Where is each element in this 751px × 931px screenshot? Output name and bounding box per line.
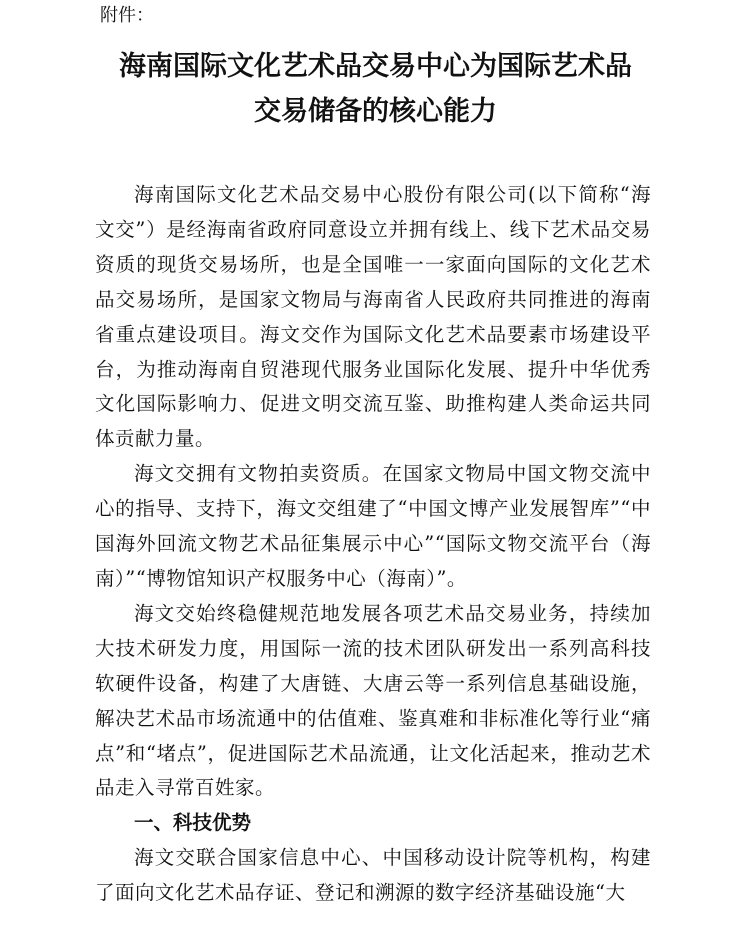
document-title-line-2: 交易储备的核心能力 — [254, 96, 497, 127]
paragraph-technology: 海文交联合国家信息中心、中国移动设计院等机构，构建了面向文化艺术品存证、登记和溯源的数字经济基础设施“大 — [95, 846, 651, 905]
paragraph-auction-qualification: 海文交拥有文物拍卖资质。在国家文物局中国文物交流中心的指导、支持下，海文交组建了“中国文博产业发展智库”“中国海外回流文物艺术品征集展示中心”“国际文物交流平台（海南）”“博物馆知识产权服务中心（海南）”。 — [95, 462, 651, 590]
document-title-line-1: 海南国际文化艺术品交易中心为国际艺术品 — [119, 51, 632, 82]
paragraph-intro: 海南国际文化艺术品交易中心股份有限公司(以下简称“海文交”）是经海南省政府同意设立并拥有线上、线下艺术品交易资质的现货交易场所，也是全国唯一一家面向国际的文化艺术品交易场所，是国家文物局与海南省人民政府共同推进的海南省重点建设项目。海文交作为国际文化艺术品要素市场建设平台，为推动海南自贸港现代服务业国际化发展、提升中华优秀文化国际影响力、促进文明交流互鉴、助推构建人类命运共同体贡献力量。 — [95, 183, 651, 451]
attachment-label: 附件： — [100, 5, 154, 26]
paragraph-business-development: 海文交始终稳健规范地发展各项艺术品交易业务，持续加大技术研发力度，用国际一流的技术团队研发出一系列高科技软硬件设备，构建了大唐链、大唐云等一系列信息基础设施，解决艺术品市场流通中的估值难、鉴真难和非标准化等行业“痛点”和“堵点”，促进国际艺术品流通，让文化活起来，推动艺术品走入寻常百姓家。 — [95, 601, 651, 800]
section-heading-technology: 一、科技优势 — [134, 811, 252, 835]
document-body — [95, 178, 651, 911]
